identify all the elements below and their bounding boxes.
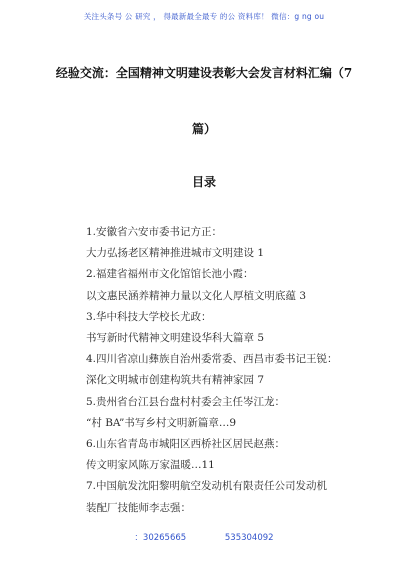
toc-entry-heading: 5.贵州省台江县台盘村村委会主任岑江龙：	[86, 395, 286, 408]
toc-heading: 目录	[191, 175, 216, 189]
toc-entry-heading: 4.四川省凉山彝族自治州委常委、西昌市委书记王锐：	[86, 353, 338, 366]
toc-entry-title: 传文明家风陈万家温暖…11	[86, 459, 215, 472]
document-title-continuation: 篇）	[191, 122, 216, 136]
toc-entry-title: 大力弘扬老区精神推进城市文明建设 1	[86, 247, 265, 260]
toc-entry-title: “村 BA”书写乡村文明新篇章…9	[86, 416, 237, 429]
document-title: 经验交流：全国精神文明建设表彰大会发言材料汇编（7	[55, 66, 353, 80]
toc-entry-title: 以文惠民涵养精神力量以文化人厚植文明底蕴 3	[86, 289, 307, 302]
toc-entry-heading: 7.中国航发沈阳黎明航空发动机有限责任公司发动机	[86, 480, 328, 493]
toc-entry-title: 装配厂技能师李志强：	[86, 501, 191, 514]
footer-contact	[0, 531, 408, 543]
toc-entry-heading: 6.山东省青岛市城阳区西桥社区居民赵燕：	[86, 438, 286, 450]
toc-entry-heading: 2.福建省福州市文化馆馆长池小霞：	[86, 268, 254, 281]
toc-entry-heading: 1.安徽省六安市委书记方正：	[86, 226, 223, 238]
toc-entry-heading: 3.华中科技大学校长尤政：	[86, 310, 212, 323]
header-notice: 关注头条号 公 研究 ， 得最新最全最专 的公 资料库！ 微信：g ng ou	[83, 12, 325, 21]
footer-number-right: 535304092	[224, 533, 274, 543]
toc-entry-title: 书写新时代精神文明建设华科大篇章 5	[86, 332, 265, 344]
toc-entry-title: 深化文明城市创建构筑共有精神家园 7	[86, 374, 265, 387]
footer-number-left: ：30265665	[134, 533, 187, 543]
